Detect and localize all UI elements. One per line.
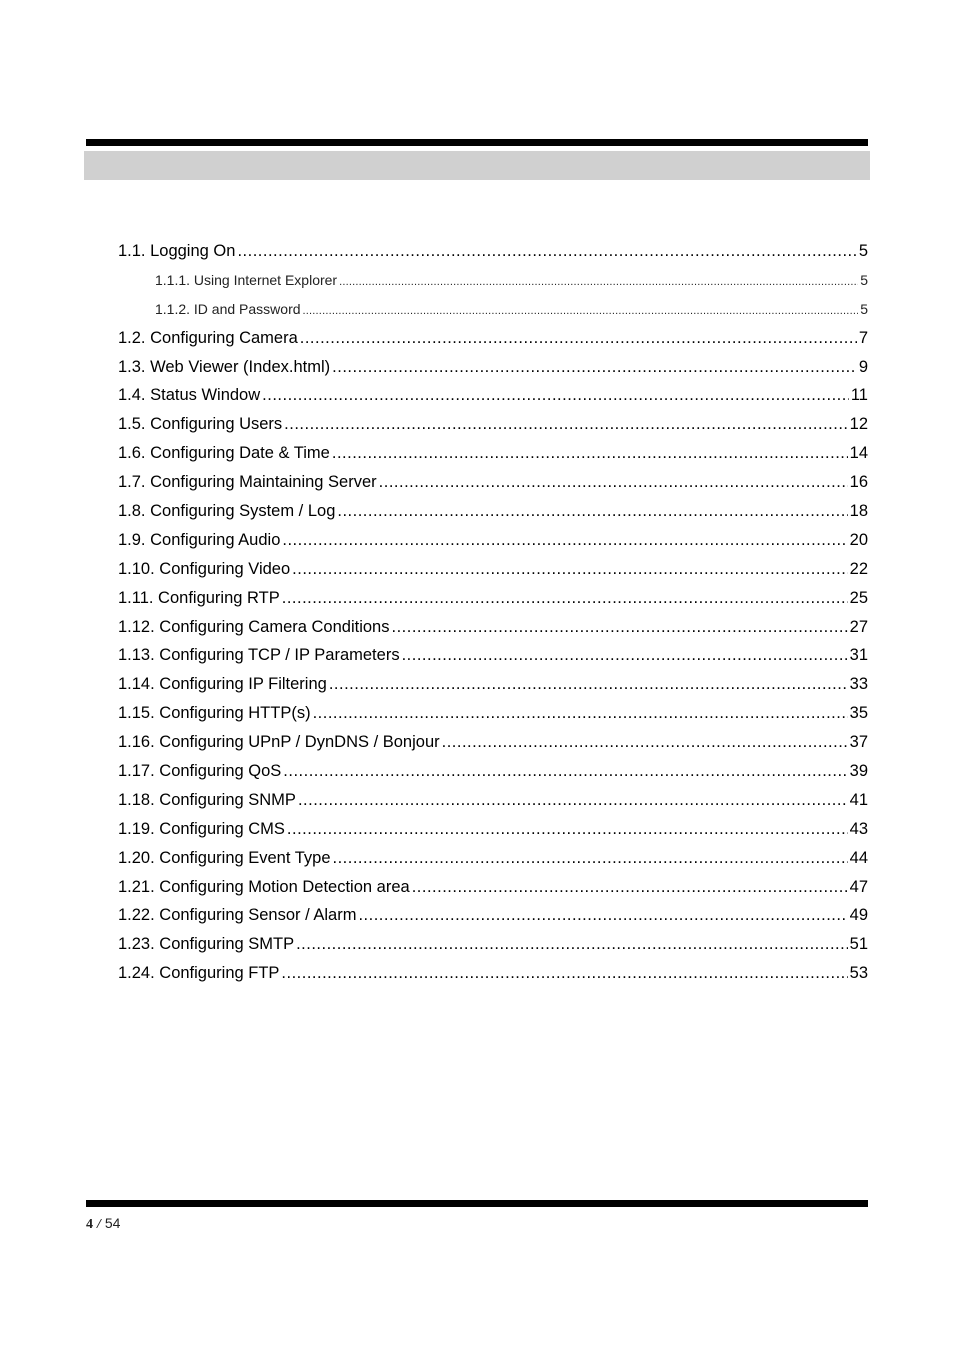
- toc-dot-leader: [287, 815, 848, 844]
- page-separator: /: [97, 1217, 101, 1232]
- toc-entry-page: 5: [860, 271, 868, 288]
- toc-dot-leader: [303, 295, 859, 326]
- toc-entry-title: 1.10. Configuring Video: [118, 559, 291, 578]
- toc-entry-page: 31: [849, 646, 868, 665]
- toc-dot-leader: [282, 526, 847, 555]
- toc-entry-page: 47: [849, 877, 868, 896]
- toc-entry-page: 44: [849, 848, 868, 867]
- toc-entry[interactable]: [118, 410, 868, 439]
- toc-entry-title: 1.19. Configuring CMS: [118, 819, 285, 838]
- toc-entry-page: 25: [849, 588, 868, 607]
- toc-entry[interactable]: [118, 613, 868, 642]
- toc-dot-leader: [281, 959, 847, 988]
- toc-entry-page: 43: [849, 819, 868, 838]
- toc-entry[interactable]: [118, 381, 868, 410]
- toc-entry-page: 7: [858, 328, 868, 347]
- toc-entry-page: 12: [849, 415, 868, 434]
- toc-entry-page: 51: [849, 935, 868, 954]
- toc-entry[interactable]: [118, 237, 868, 266]
- toc-dot-leader: [283, 757, 847, 786]
- toc-entry[interactable]: [118, 353, 868, 382]
- toc-dot-leader: [329, 670, 848, 699]
- toc-entry-page: 39: [849, 762, 868, 781]
- toc-dot-leader: [284, 410, 847, 439]
- toc-entry-page: 33: [849, 675, 868, 694]
- toc-dot-leader: [337, 497, 847, 526]
- bottom-rule: [86, 1200, 868, 1207]
- toc-entry-title: 1.4. Status Window: [118, 386, 261, 405]
- toc-entry-title: 1.3. Web Viewer (Index.html): [118, 357, 331, 376]
- table-of-contents: [118, 237, 868, 988]
- toc-entry-page: 37: [849, 733, 868, 752]
- toc-entry-page: 53: [849, 964, 868, 983]
- toc-entry-title: 1.9. Configuring Audio: [118, 530, 281, 549]
- toc-entry-title: 1.12. Configuring Camera Conditions: [118, 617, 390, 636]
- toc-entry-page: 5: [860, 300, 868, 317]
- toc-entry[interactable]: [118, 584, 868, 613]
- current-page-number: 4: [86, 1217, 93, 1232]
- toc-entry-title: 1.15. Configuring HTTP(s): [118, 704, 311, 723]
- toc-entry[interactable]: [118, 959, 868, 988]
- toc-entry[interactable]: [118, 930, 868, 959]
- toc-entry[interactable]: [118, 728, 868, 757]
- toc-dot-leader: [298, 786, 848, 815]
- toc-dot-leader: [313, 699, 848, 728]
- toc-entry[interactable]: [118, 844, 868, 873]
- toc-dot-leader: [300, 324, 857, 353]
- toc-dot-leader: [402, 641, 848, 670]
- page-footer: [86, 1214, 120, 1234]
- toc-entry-page: 14: [849, 444, 868, 463]
- toc-entry-title: 1.8. Configuring System / Log: [118, 502, 336, 521]
- toc-entry-page: 49: [849, 906, 868, 925]
- toc-entry-title: 1.13. Configuring TCP / IP Parameters: [118, 646, 400, 665]
- toc-dot-leader: [282, 584, 848, 613]
- toc-entry-title: 1.1.1. Using Internet Explorer: [155, 271, 338, 288]
- toc-entry-title: 1.23. Configuring SMTP: [118, 935, 295, 954]
- header-band: [84, 151, 870, 180]
- toc-entry-page: 9: [858, 357, 868, 376]
- toc-entry-title: 1.24. Configuring FTP: [118, 964, 280, 983]
- toc-entry[interactable]: [118, 786, 868, 815]
- toc-entry[interactable]: [118, 324, 868, 353]
- toc-entry-title: 1.1.2. ID and Password: [155, 300, 301, 317]
- toc-entry-page: 22: [849, 559, 868, 578]
- toc-entry-title: 1.20. Configuring Event Type: [118, 848, 331, 867]
- toc-entry[interactable]: [118, 873, 868, 902]
- toc-dot-leader: [332, 439, 848, 468]
- toc-entry-page: 5: [858, 242, 868, 260]
- toc-entry[interactable]: [118, 555, 868, 584]
- toc-entry-page: 11: [850, 386, 868, 405]
- toc-dot-leader: [358, 901, 847, 930]
- toc-entry-page: 35: [849, 704, 868, 723]
- toc-entry-title: 1.18. Configuring SNMP: [118, 790, 296, 809]
- toc-entry-title: 1.22. Configuring Sensor / Alarm: [118, 906, 357, 925]
- toc-entry-title: 1.11. Configuring RTP: [118, 588, 280, 607]
- toc-entry-page: 20: [849, 530, 868, 549]
- toc-entry[interactable]: [118, 815, 868, 844]
- toc-dot-leader: [339, 266, 858, 297]
- toc-entry[interactable]: [118, 699, 868, 728]
- toc-subentry[interactable]: [118, 266, 868, 295]
- toc-entry[interactable]: [118, 901, 868, 930]
- toc-entry-title: 1.14. Configuring IP Filtering: [118, 675, 327, 694]
- toc-entry[interactable]: [118, 757, 868, 786]
- toc-entry[interactable]: [118, 670, 868, 699]
- toc-entry[interactable]: [118, 497, 868, 526]
- toc-dot-leader: [392, 613, 848, 642]
- toc-entry[interactable]: [118, 526, 868, 555]
- toc-dot-leader: [333, 844, 848, 873]
- total-pages: 54: [104, 1215, 121, 1231]
- toc-subentry[interactable]: [118, 295, 868, 324]
- toc-entry-page: 27: [849, 617, 868, 636]
- toc-entry-title: 1.1. Logging On: [118, 242, 236, 260]
- toc-entry-title: 1.7. Configuring Maintaining Server: [118, 473, 377, 492]
- toc-entry[interactable]: [118, 439, 868, 468]
- toc-entry-page: 16: [849, 473, 868, 492]
- toc-dot-leader: [237, 237, 856, 266]
- toc-dot-leader: [412, 873, 848, 902]
- toc-dot-leader: [442, 728, 848, 757]
- toc-entry-title: 1.6. Configuring Date & Time: [118, 444, 330, 463]
- toc-dot-leader: [262, 381, 849, 410]
- toc-entry[interactable]: [118, 468, 868, 497]
- toc-entry-title: 1.21. Configuring Motion Detection area: [118, 877, 410, 896]
- toc-dot-leader: [379, 468, 848, 497]
- toc-entry-page: 18: [849, 502, 868, 521]
- toc-dot-leader: [332, 353, 857, 382]
- toc-entry-title: 1.16. Configuring UPnP / DynDNS / Bonjour: [118, 733, 440, 752]
- toc-entry-page: 41: [849, 790, 868, 809]
- toc-entry-title: 1.2. Configuring Camera: [118, 328, 298, 347]
- toc-entry-title: 1.17. Configuring QoS: [118, 762, 282, 781]
- toc-dot-leader: [292, 555, 847, 584]
- toc-entry[interactable]: [118, 641, 868, 670]
- toc-dot-leader: [296, 930, 848, 959]
- top-rule: [86, 139, 868, 146]
- toc-entry-title: 1.5. Configuring Users: [118, 415, 283, 434]
